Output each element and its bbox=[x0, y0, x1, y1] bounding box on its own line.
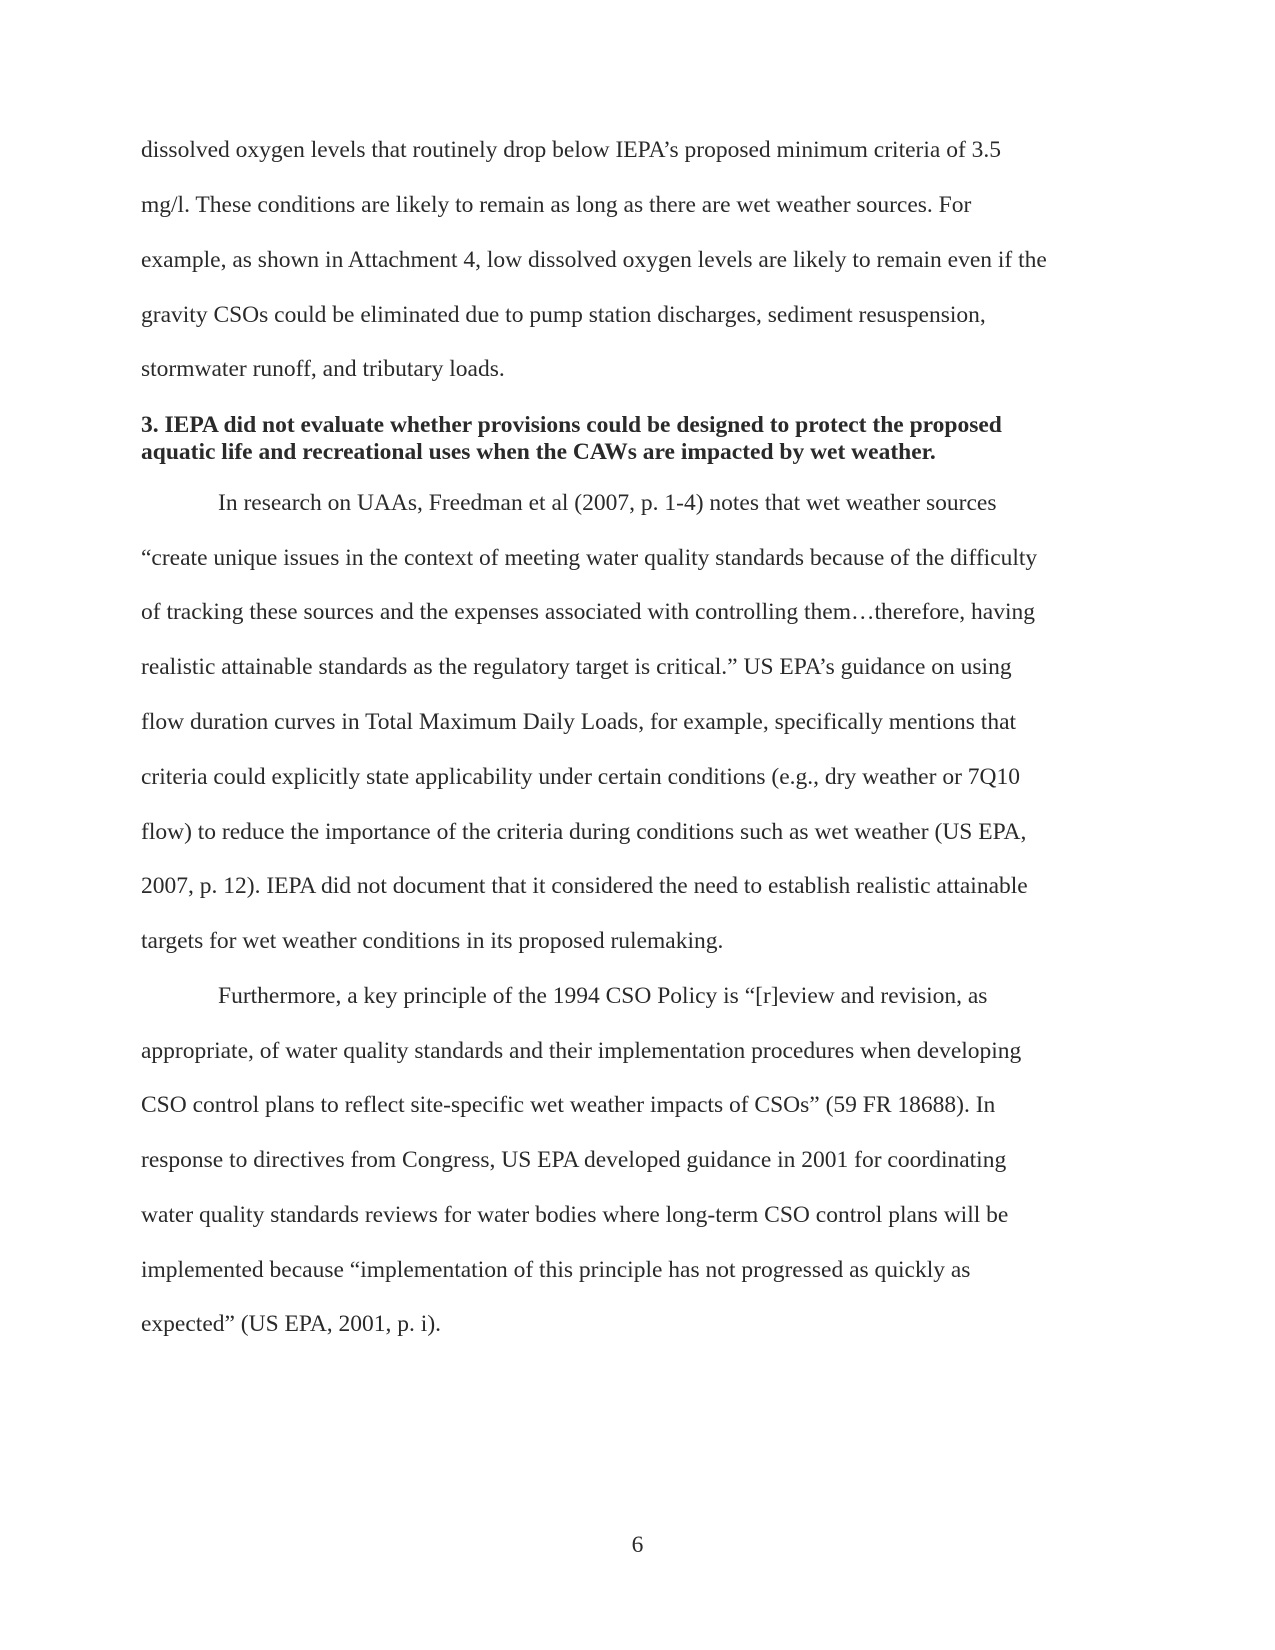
heading-line: aquatic life and recreational uses when the CAWs are impacted by wet weather. bbox=[141, 439, 936, 465]
text-line: Furthermore, a key principle of the 1994 CSO Policy is “[r]eview and revision, as bbox=[218, 983, 988, 1009]
text-line: realistic attainable standards as the regulatory target is critical.” US EPA’s guidance on using bbox=[141, 654, 1012, 680]
text-line: CSO control plans to reflect site-specific wet weather impacts of CSOs” (59 FR 18688). In bbox=[141, 1092, 996, 1118]
text-line: In research on UAAs, Freedman et al (2007, p. 1-4) notes that wet weather sources bbox=[218, 490, 997, 516]
text-line: flow duration curves in Total Maximum Daily Loads, for example, specifically mentions that bbox=[141, 709, 1017, 735]
text-line: mg/l. These conditions are likely to remain as long as there are wet weather sources. For bbox=[141, 192, 972, 218]
text-line: 2007, p. 12). IEPA did not document that it considered the need to establish realistic attainable bbox=[141, 873, 1028, 899]
text-line: response to directives from Congress, US EPA developed guidance in 2001 for coordinating bbox=[141, 1147, 1007, 1173]
text-line: of tracking these sources and the expenses associated with controlling them…therefore, having bbox=[141, 599, 1036, 625]
text-line: “create unique issues in the context of meeting water quality standards because of the difficulty bbox=[141, 545, 1038, 571]
text-line: flow) to reduce the importance of the criteria during conditions such as wet weather (US EPA, bbox=[141, 819, 1027, 845]
page-number: 6 bbox=[631, 1532, 644, 1558]
heading-line: 3. IEPA did not evaluate whether provisions could be designed to protect the proposed bbox=[141, 412, 1002, 438]
text-line: implemented because “implementation of this principle has not progressed as quickly as bbox=[141, 1257, 971, 1283]
text-line: expected” (US EPA, 2001, p. i). bbox=[141, 1311, 442, 1337]
text-line: water quality standards reviews for water bodies where long-term CSO control plans will be bbox=[141, 1202, 1009, 1228]
text-line: targets for wet weather conditions in its proposed rulemaking. bbox=[141, 928, 724, 954]
text-line: gravity CSOs could be eliminated due to pump station discharges, sediment resuspension, bbox=[141, 302, 986, 328]
text-line: dissolved oxygen levels that routinely drop below IEPA’s proposed minimum criteria of 3.5 bbox=[141, 137, 1002, 163]
text-line: appropriate, of water quality standards and their implementation procedures when developing bbox=[141, 1038, 1022, 1064]
text-line: criteria could explicitly state applicability under certain conditions (e.g., dry weather or 7Q10 bbox=[141, 764, 1020, 790]
text-line: example, as shown in Attachment 4, low dissolved oxygen levels are likely to remain even if the bbox=[141, 247, 1047, 273]
text-line: stormwater runoff, and tributary loads. bbox=[141, 356, 505, 382]
